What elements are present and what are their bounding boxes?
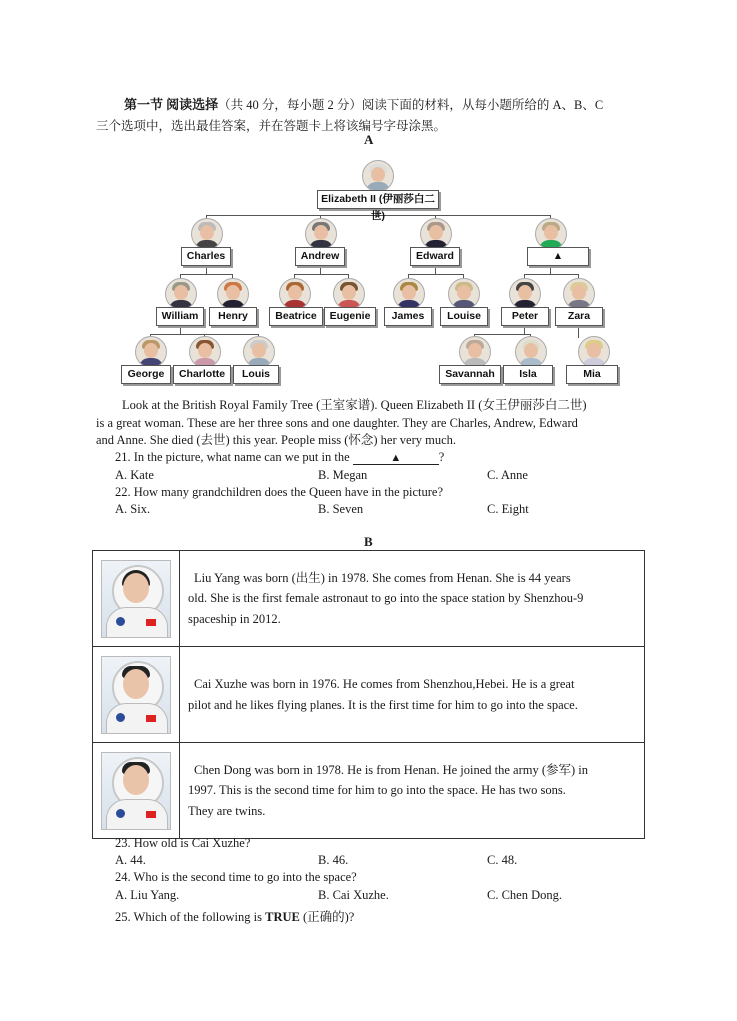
tree-node-grandchild: William	[156, 307, 204, 326]
astronaut-photo-liu-yang	[101, 560, 171, 638]
question-21	[115, 450, 444, 465]
row-2-line-1-text: Cai Xuzhe was born in 1976. He comes from Shenzhou,Hebei. He is a great	[194, 677, 575, 691]
row-1-line-1-text: Liu Yang was born (出生) in 1978. She comes from Henan. She is 44 years	[194, 570, 571, 585]
row-2-line-1	[188, 674, 636, 695]
tree-node-grandchild: Henry	[209, 307, 257, 326]
portrait-savannah	[459, 336, 491, 368]
option-22-c[interactable]: C. Eight	[487, 502, 529, 516]
tree-node-grandchild: Peter	[501, 307, 549, 326]
portrait-charles	[191, 218, 223, 250]
row-1-line-3: spaceship in 2012.	[188, 611, 281, 626]
question-21-blank: ▲	[353, 452, 439, 465]
tree-node-grandchild: Beatrice	[269, 307, 323, 326]
tree-node-great-grandchild: Savannah	[439, 365, 501, 384]
portrait-beatrice	[279, 278, 311, 310]
row-3-line-2: 1997. This is the second time for him to go into the space. He has two sons.	[188, 783, 566, 798]
tree-node-child: Charles	[181, 247, 231, 266]
passage-a-line-2: is a great woman. These are her three sons and one daughter. They are Charles, Andrew, Edward	[96, 415, 578, 430]
table-row	[93, 647, 645, 743]
portrait-andrew	[305, 218, 337, 250]
tree-node-great-grandchild: Mia	[566, 365, 618, 384]
option-24-c[interactable]: C. Chen Dong.	[487, 888, 562, 902]
photo-cell	[93, 647, 180, 743]
question-25	[115, 907, 354, 925]
portrait-charlotte	[189, 336, 221, 368]
tree-node-great-grandchild: Isla	[503, 365, 553, 384]
tree-node-child: Andrew	[295, 247, 345, 266]
table-row	[93, 743, 645, 839]
row-3-line-1	[188, 760, 636, 781]
option-22-b[interactable]: B. Seven	[318, 502, 364, 516]
portrait-isla	[515, 336, 547, 368]
tree-node-grandchild: Zara	[555, 307, 603, 326]
portrait-elizabeth	[362, 160, 394, 192]
portrait-louise	[448, 278, 480, 310]
option-21-c[interactable]: C. Anne	[487, 468, 528, 482]
tree-node-child: Edward	[410, 247, 460, 266]
tree-node-blank: ▲	[527, 247, 589, 266]
portrait-james	[393, 278, 425, 310]
text-cell	[180, 743, 645, 839]
row-2-line-2: pilot and he likes flying planes. It is the first time for him to go into the space.	[188, 697, 578, 712]
portrait-anne	[535, 218, 567, 250]
option-21-a[interactable]: A. Kate	[115, 468, 154, 482]
option-23-c[interactable]: C. 48.	[487, 853, 518, 867]
option-24-a[interactable]: A. Liu Yang.	[115, 888, 180, 902]
family-tree	[0, 0, 737, 400]
question-25-pre: 25. Which of the following is	[115, 910, 262, 924]
text-cell	[180, 647, 645, 743]
question-21-end: ?	[438, 450, 445, 464]
option-23-a[interactable]: A. 44.	[115, 853, 146, 867]
question-24: 24. Who is the second time to go into the space?	[115, 870, 357, 884]
portrait-eugenie	[333, 278, 365, 310]
tree-node-grandchild: Louise	[440, 307, 488, 326]
portrait-peter	[509, 278, 541, 310]
tree-node-root: Elizabeth II (伊丽莎白二世)	[317, 190, 439, 209]
passage-a-label: A	[364, 132, 374, 147]
tree-node-great-grandchild: Louis	[233, 365, 279, 384]
question-25-post: (正确的)?	[299, 910, 355, 924]
option-23-b[interactable]: B. 46.	[318, 853, 349, 867]
tree-node-great-grandchild: Charlotte	[173, 365, 231, 384]
tree-node-great-grandchild: George	[121, 365, 171, 384]
option-22-a[interactable]: A. Six.	[115, 502, 151, 516]
question-23: 23. How old is Cai Xuzhe?	[115, 836, 251, 850]
astronaut-photo-cai-xuzhe	[101, 656, 171, 734]
photo-cell	[93, 551, 180, 647]
portrait-henry	[217, 278, 249, 310]
astronaut-table	[92, 550, 645, 839]
instruction-text-2: 三个选项中，选出最佳答案，并在答题卡上将该编号字母涂黑。	[96, 119, 447, 133]
passage-b-label: B	[364, 534, 373, 549]
row-1-line-2: old. She is the first female astronaut to go into the space station by Shenzhou-9	[188, 591, 584, 606]
passage-a-line-1-text: Look at the British Royal Family Tree (王室家谱). Queen Elizabeth II (女王伊丽莎白二世)	[122, 398, 587, 412]
question-25-bold: TRUE	[265, 910, 300, 924]
option-21-b[interactable]: B. Megan	[318, 468, 368, 482]
tree-node-grandchild: Eugenie	[324, 307, 376, 326]
portrait-mia	[578, 336, 610, 368]
passage-a-line-3: and Anne. She died (去世) this year. People miss (怀念) her very much.	[96, 433, 456, 447]
portrait-william	[165, 278, 197, 310]
text-cell	[180, 551, 645, 647]
portrait-zara	[563, 278, 595, 310]
astronaut-photo-chen-dong	[101, 752, 171, 830]
portrait-edward	[420, 218, 452, 250]
passage-a-text	[96, 397, 656, 450]
option-24-b[interactable]: B. Cai Xuzhe.	[318, 888, 389, 902]
passage-a-line-1	[96, 397, 656, 415]
question-21-text: 21. In the picture, what name can we put in the	[115, 450, 350, 464]
row-3-line-3: They are twins.	[188, 803, 266, 818]
portrait-louis	[243, 336, 275, 368]
row-1-line-1	[188, 568, 636, 589]
row-3-line-1-text: Chen Dong was born in 1978. He is from Henan. He joined the army (参军) in	[194, 762, 589, 777]
instruction-text-1: （共 40 分，每小题 2 分）阅读下面的材料，从每小题所给的 A、B、C	[218, 98, 604, 112]
question-22: 22. How many grandchildren does the Queen have in the picture?	[115, 485, 444, 499]
section-title: 阅读选择	[166, 97, 219, 112]
portrait-george	[135, 336, 167, 368]
photo-cell	[93, 743, 180, 839]
tree-node-grandchild: James	[384, 307, 432, 326]
section-label: 第一节	[124, 97, 164, 112]
table-row	[93, 551, 645, 647]
